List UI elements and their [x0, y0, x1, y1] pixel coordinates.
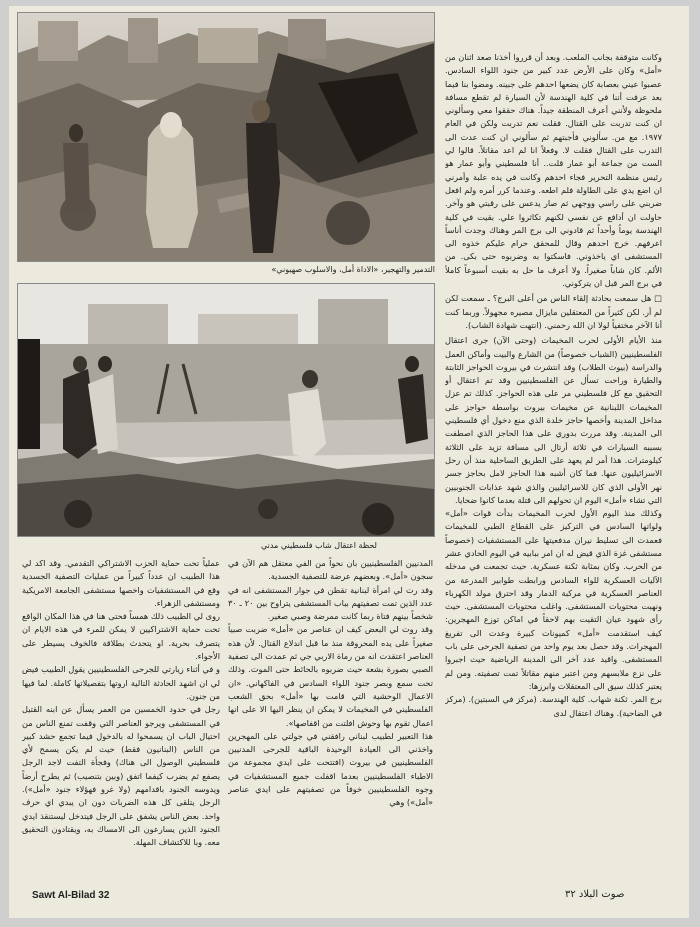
article-column-middle	[228, 557, 433, 883]
paragraph: عملياً تحت حماية الحزب الاشتراكي التقدمي. وقد اكد لي هذا الطبيب ان عدداً كبيراً من عمليات التصفية الجسدية وقع في المستشفيات واخصها مستشفى الجامعة الامريكية ومستشفى الزهراء. روى لي الطبيب ذلك همساً فحتى هنا في هذا المكان الواقع تحت حماية الاشتراكيين لا يمكن للمرء في هذه الايام ان يتصرف بحرية. او يتحدث بطلاقة فالخوف يسيطر على الأجواء. و في أثناء زيارتي للجرحى الفلسطينيين يقول الطبيب فيض لي ان اشهد الحادثة التالية اروتها بتفصيلاتها كاملة. لما فيها من جنون. رجل في حدود الخمسين من العمر يسأل عن ابنه القتيل في المستشفى ويرجو العناصر التي وقفت تمنع الناس من احتيال الباب ان يسمحوا له بالدخول فيما تجمع حشد كبير من الناس (البنانيون فقط) حيث لم يكن يسمح لأي فلسطيني الوصول الى هناك) وفجأة التفت لاجد الرجل يصفع ثم يضرب كيفما اتفق (وبين بتنصيب) ثم يطرح أرضاً ويدوسه الجنود باقدامهم (ولا غرو فهؤلاء جنود «أمل»). الرجل يتلقى كل هذه الضربات دون ان يبدي اي حرف واحد. بعض الناس يشفق على الرجل فيتدخل ليستنقذ ايدي الجنود الذين يسارعون الى الامساك به، ويقتادون التحقيق معه. وبا للاكتشاف المهلة.	[22, 558, 220, 848]
article-column-right	[445, 51, 662, 883]
footer-page-label-latin: Sawt Al-Bilad 32	[32, 890, 110, 901]
footer-page-label-arabic: صوت البلاد ٣٢	[565, 889, 625, 900]
paragraph: وكانت متوقفة بجانب الملعب. وبعد أن قرروا أخذنا صعد اثنان من «أمل» وكان على الأرض عدد كبير من جنود اللواء السادس. عصبوا عيني بعصابة كان يضعها احدهم على جبينه. ومضوا بنا فيما بعد عرفت أننا في كلية الهندسة لأن السيارة لم تقطع مسافة ملحوظة ولأنني أعرف المنطقة جيداً. هناك حققوا معي وسألوني ان كنت تدربت على القتال. فقلت نعم تدربت ولكن في العام ١٩٧٧. مع من. سألوني فأجبتهم ثم سألوني ان كنت عدت الى التدرب على القتال فقلت لا. وفعلاً انا لم اعد مقاتلاً. قالوا لي الست من جماعة أبو عمار قلت.. أنا فلسطيني وأبو عمار هو رئيس منظمة التحرير فجاء احدهم وكانت في يده علبة وأمرني ان اضع يدي على الطاولة فلم اطعه. وعندما كرر أمره ولم افعل ضربني على راسي ووجهي ثم صار يدعس على رقبتي هو وآخر. حاولت ان أدافع عن نفسي لكنهم تكاثروا علي. بقيت في كلية الهندسة يوماً وأحداً ثم قادوني الى برج المر وهناك وجدت أناساً اعرفهم. خرج احدهم وقال للمحقق حرام عليكم خذوه الى المستشفى اي ياخذوني. فاسكتوا به وضربوه حتى بكى. من الألم. كان شاباً صغيراً. ولا أعرف ما حل به بقيت أسبوعاً كاملاً في برج المر قبل ان يتركوني.	[445, 52, 662, 289]
photo-arrest	[17, 283, 435, 537]
photo-caption-bottom: لحظة اعتقال شاب فلسطيني مدني	[260, 541, 377, 550]
article-column-left	[22, 557, 220, 883]
interview-question: □ هل سمعت بحادثة إلقاء الناس من أعلى البرج؟ ـ سمعت لكن لم أر. لكن كثيراً من المعتقلين مايزال مصيره مجهولاً. وربما كنت أنا الآخر مختفياً لولا ان الله رحمني. (انتهت شهادة الشاب).	[445, 293, 662, 330]
photo-caption-top: التدمير والتهجير، «الاداة أمل، والاسلوب صهيوني»	[271, 265, 435, 274]
paragraph: منذ الأيام الأولى لحرب المخيمات (وحتى الآن) جرى اعتقال الفلسطينيين (الشباب خصوصاً) من الشارع والبيت وأماكن العمل والدراسة (بيوت الطلاب) وقد انتشرت في بيروت الحواجز الثابتة والطيارة وراحت تسأل عن الفلسطينيين وقد تم اعتقال أو التحقيق مع كل فلسطيني مر على هذه الحواجز. كذلك تم عزل المخيمات اللبنانية عن مخيمات بيروت بواسطة حواجز على مداخل المدينة وأخصها حاجز خلدة الذي منع دخول أي فلسطيني الى المدينة. وقد مررت بدوري على هذا الحاجز الذي اصطفت بسببه السيارات في ثلاثة أرتال الى مسافة تزيد على الثلاثة كيلومترات. هذا أمر لم يعهد على الطريق الساحلية منذ أن رحل الاسرائيليون عنها. فما كان أشبه هذا الحاجز لامل بحاجز جسر نهر الأولى الذي كان للاسرائيليين والذي شهد عذابات الجنوبيين التي تشاء «أمل» اليوم ان تحولهم الى قتلة بعدما كانوا ضحايا. وكذلك منذ اليوم الأول لحرب المخيمات بدأت قوات «أمل» ولواتها السادس في التركيز على القطاع الطبي للمخيمات فعمدت الى تسليط نيران مدفعيتها على المستشفيات (خصوصاً مستشفى غزة الذي قيض له ان امر ببابيه في اليوم الحادي عشر من الحرب. وكان بمثابة ثكنة عسكرية. حيث تجمعت في مدخله الآليات العسكرية للواء السادس ورابطت طوابير المدرعة من العناصر العسكرية في مركبة الدمار وقد احترق مولد الكهرباء ونهبت محتويات المستشفى. واغلب محتويات المستشفى. حيث رأى شهود عيان التقيت بهم لاحقاً في اماكن توزع المهجرين: كيف استقدمت «أمل» كميونات كبيرة وعدت الى تفريغ المهجرات. وقد حصل بعد يوم واحد من تصفية الجرحى على باب المستشفى. واقيد عدد آخر الى المدينة الرياضية حيث اجبروا على نزع ملابسهم ومن اعتبر منهم مقاتلاً تمت تصفيته. ومن لم يعتبر كذلك سيق الى المعتقلات وابرزها: برج المر. ثكنة شهاب. كلية الهندسة. (مركز في السبتين). (مركز في الضاحية). وهناك اعتقال لدى	[445, 335, 662, 718]
paragraph: المدنيين الفلسطينيين بان نحواً من الفي معتقل هم الآن في سجون «أمل». وبعضهم عرضة للتصفية الجسدية. وقد رت لي امرأة لبنانية تقطن في جوار المستشفى انه في عدد الذين تمت تصفيتهم بباب المستشفى يتراوح بين ٢٠ ـ ٣٠ شخصاً بينهم فتاة ربما كانت ممرضة وصبي صغير. وقد روت لي البعض كيف ان عناصر من «أمل» ضربت صبياً صغيراً على يده المحروقة منذ ما قبل اندلاع القتال. لأن هذه العناصر اعتقدت انه من رماة الاربي جي ثم عمدت الى تصفية الصبي بصورة بشعة حيث ضربوه بالحائط حتى الموت. وذلك تحت سمع وبصر جنود اللواء السادس في الفاكهاني. «ان الاعمال الوحشية التي قامت بها «أمل» بحق الشعب الفلسطيني في المخيمات لا يمكن ان ينظر اليها الا على انها اعمال تقوم بها وحوش افلتت من اقفاصها». هذا التعبير لطبيب لبناني رافقني في جولتي على المهجرين واخذني الى العيادة الوحيدة الباقية للجرحى المدنيين الفلسطينيين في بيروت (افتتحت على ايدي مجموعة من الاطباء الفلسطينيين بعدما اقفلت جميع المستشفيات في وجوه الفلسطينيين خوفاً من تصفيتهم على ايدي عناصر «أمل») وهي	[228, 558, 433, 808]
photo-destruction	[17, 12, 435, 262]
